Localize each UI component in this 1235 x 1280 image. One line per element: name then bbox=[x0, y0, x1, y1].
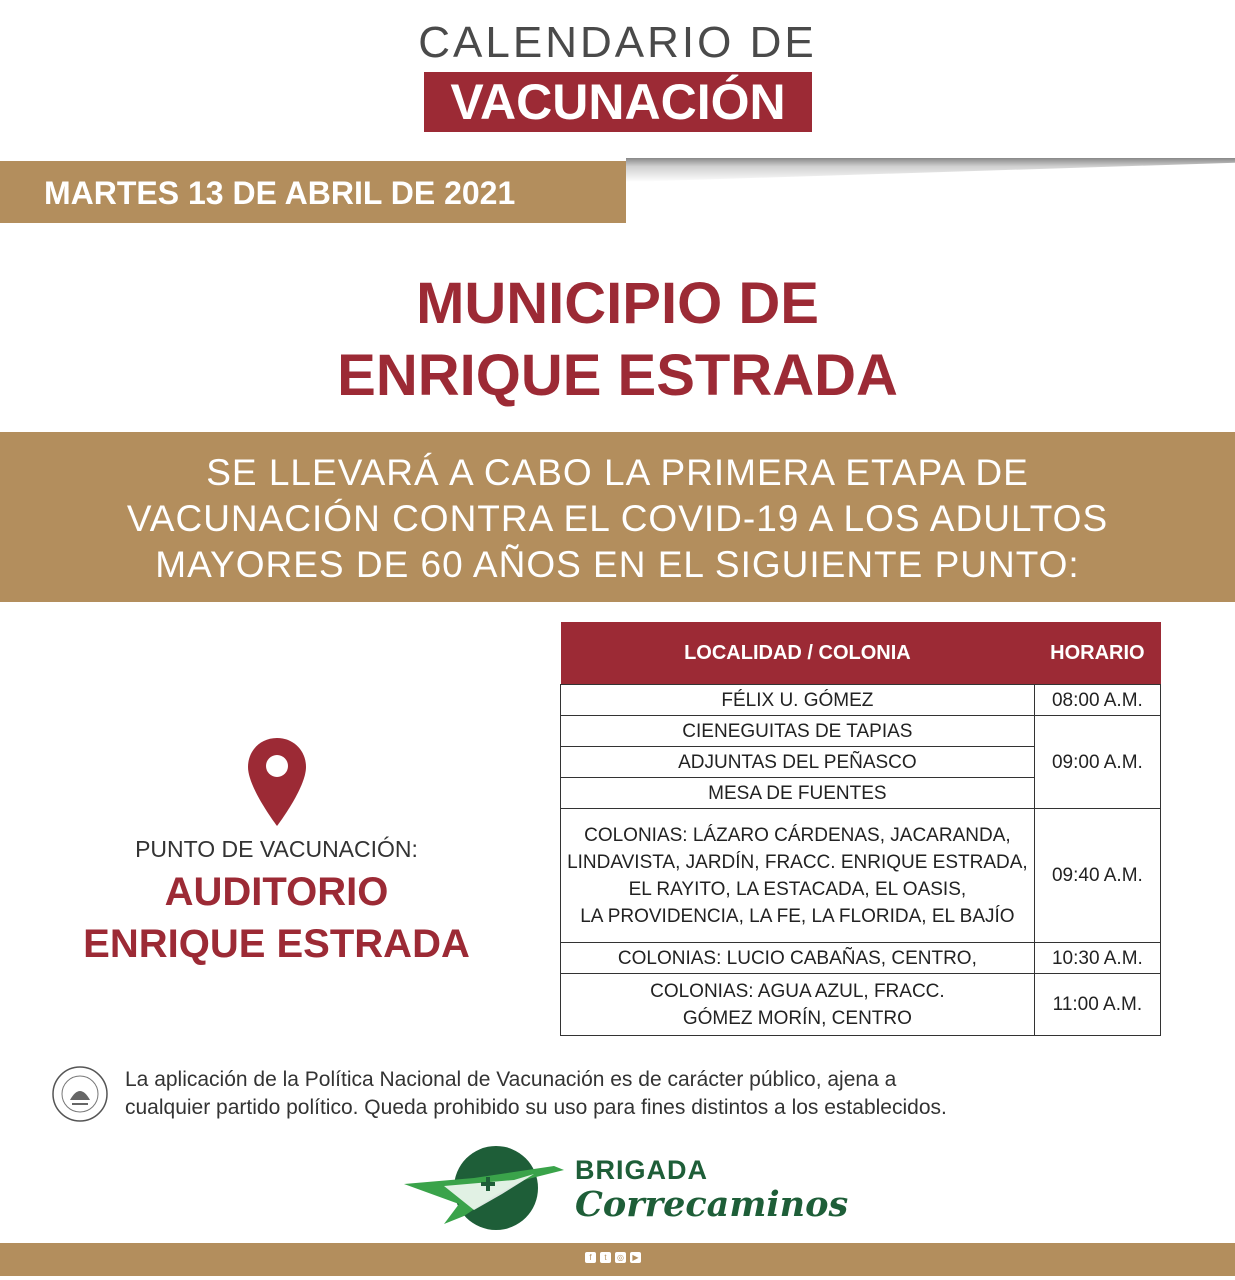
location-pin-icon bbox=[246, 736, 308, 828]
location-cell bbox=[561, 778, 1035, 809]
location-cell bbox=[561, 809, 1035, 943]
national-seal-icon bbox=[50, 1064, 110, 1124]
location-text: ADJUNTAS DEL PEÑASCO bbox=[678, 751, 917, 773]
time-cell: 08:00 A.M. bbox=[1034, 685, 1160, 716]
table-row bbox=[561, 716, 1161, 747]
location-text: FÉLIX U. GÓMEZ bbox=[721, 689, 874, 711]
vaccination-point-label: PUNTO DE VACUNACIÓN: bbox=[135, 836, 418, 862]
schedule-header-row bbox=[561, 622, 1161, 685]
notice-line1: SE LLEVARÁ A CABO LA PRIMERA ETAPA DE bbox=[206, 452, 1029, 493]
disclaimer-line1: La aplicación de la Política Nacional de Vacunación es de carácter público, ajena a bbox=[125, 1068, 897, 1091]
decorative-stripe bbox=[626, 158, 1235, 182]
date-band: MARTES 13 DE ABRIL DE 2021 bbox=[0, 161, 626, 223]
location-text: LINDAVISTA, JARDÍN, FRACC. ENRIQUE ESTRADA, bbox=[567, 851, 1028, 873]
location-cell bbox=[561, 943, 1035, 974]
instagram-icon[interactable]: ◎ bbox=[615, 1252, 626, 1263]
header-location: LOCALIDAD / COLONIA bbox=[561, 622, 1035, 685]
table-row bbox=[561, 685, 1161, 716]
brand-name-line1: BRIGADA bbox=[575, 1155, 708, 1185]
disclaimer bbox=[125, 1066, 1205, 1122]
time-cell: 09:00 A.M. bbox=[1034, 716, 1160, 809]
location-text: EL RAYITO, LA ESTACADA, EL OASIS, bbox=[628, 878, 967, 900]
title-vacunacion: VACUNACIÓN bbox=[424, 72, 812, 132]
title-line1: CALENDARIO DE bbox=[418, 18, 817, 67]
twitter-icon[interactable]: t bbox=[600, 1252, 611, 1263]
time-cell: 09:40 A.M. bbox=[1034, 809, 1160, 943]
time-cell: 10:30 A.M. bbox=[1034, 943, 1160, 974]
table-row bbox=[561, 974, 1161, 1036]
header-time: HORARIO bbox=[1034, 622, 1160, 685]
schedule-table bbox=[560, 622, 1161, 1036]
vaccination-point-name bbox=[0, 866, 553, 970]
location-cell bbox=[561, 716, 1035, 747]
facebook-icon[interactable]: f bbox=[585, 1252, 596, 1263]
location-text: MESA DE FUENTES bbox=[708, 782, 887, 804]
roadrunner-logo-icon bbox=[404, 1144, 574, 1234]
point-name-line1: AUDITORIO bbox=[164, 870, 389, 914]
location-text: LA PROVIDENCIA, LA FE, LA FLORIDA, EL BAJÍO bbox=[580, 905, 1015, 927]
location-text: CIENEGUITAS DE TAPIAS bbox=[682, 720, 913, 742]
location-text: COLONIAS: AGUA AZUL, FRACC. bbox=[650, 980, 945, 1002]
notice-band bbox=[0, 432, 1235, 602]
notice-line3: MAYORES DE 60 AÑOS EN EL SIGUIENTE PUNTO: bbox=[155, 544, 1080, 585]
location-cell bbox=[561, 747, 1035, 778]
location-text: GÓMEZ MORÍN, CENTRO bbox=[682, 1007, 912, 1029]
location-cell bbox=[561, 974, 1035, 1036]
social-icons bbox=[585, 1252, 641, 1263]
time-cell: 11:00 A.M. bbox=[1034, 974, 1160, 1036]
disclaimer-line2: cualquier partido político. Queda prohibido su uso para fines distintos a los establecidos. bbox=[125, 1096, 947, 1119]
location-cell bbox=[561, 685, 1035, 716]
notice-line2: VACUNACIÓN CONTRA EL COVID-19 A LOS ADULTOS bbox=[126, 498, 1109, 539]
table-row bbox=[561, 943, 1161, 974]
point-name-line2: ENRIQUE ESTRADA bbox=[83, 922, 470, 966]
brand-name-line2: Correcaminos bbox=[575, 1184, 849, 1225]
location-text: COLONIAS: LÁZARO CÁRDENAS, JACARANDA, bbox=[584, 824, 1011, 846]
municipality-line2: ENRIQUE ESTRADA bbox=[337, 343, 898, 408]
municipality-title bbox=[0, 268, 1235, 412]
youtube-icon[interactable]: ▶ bbox=[630, 1252, 641, 1263]
table-row bbox=[561, 809, 1161, 943]
location-text: COLONIAS: LUCIO CABAÑAS, CENTRO, bbox=[617, 947, 977, 969]
municipality-line1: MUNICIPIO DE bbox=[416, 271, 819, 336]
